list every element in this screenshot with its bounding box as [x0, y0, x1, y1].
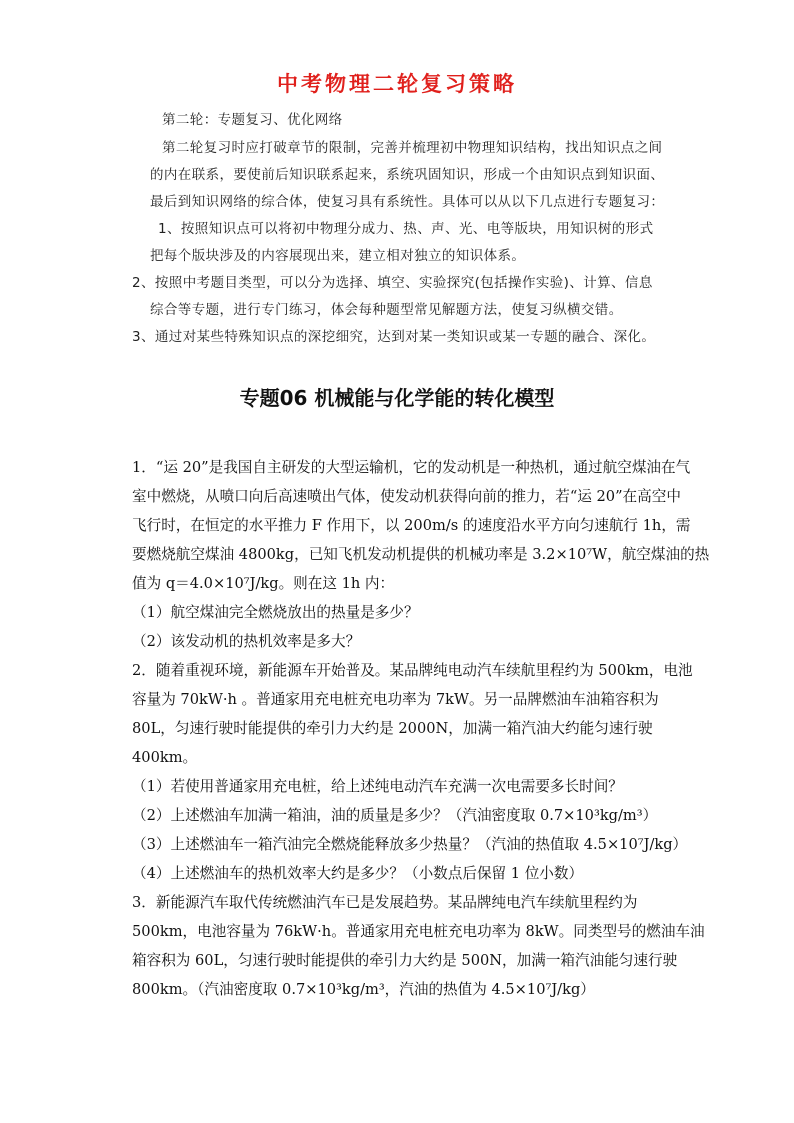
question-1-line: 飞行时，在恒定的水平推力 F 作用下，以 200m/s 的速度沿水平方向匀速航行 1h，需 [132, 517, 691, 534]
question-2-line: 2．随着重视环境，新能源车开始普及。某品牌纯电动汽车续航里程约为 500km，电池 [132, 662, 693, 679]
topic-title: 专题06 机械能与化学能的转化模型 [239, 386, 555, 410]
question-3-line: 800km。（汽油密度取 0.7×10³kg/m³，汽油的热值为 4.5×10⁷J/kg） [132, 981, 595, 998]
question-2-sub-2: （2）上述燃油车加满一箱油，油的质量是多少？（汽油密度取 0.7×10³kg/m³） [132, 807, 658, 824]
question-3-line: 3．新能源汽车取代传统燃油汽车已是发展趋势。某品牌纯电汽车续航里程约为 [132, 894, 638, 911]
intro-point-3: 3、通过对某些特殊知识点的深挖细究，达到对某一类知识或某一专题的融合、深化。 [132, 329, 656, 345]
intro-line: 最后到知识网络的综合体，使复习具有系统性。具体可以从以下几点进行专题复习： [150, 194, 665, 210]
intro-line: 的内在联系，要使前后知识联系起来，系统巩固知识，形成一个由知识点到知识面、 [150, 167, 665, 183]
intro-point-1: 1、按照知识点可以将初中物理分成力、热、声、光、电等版块，用知识树的形式 [158, 221, 654, 237]
question-2-sub-3: （3）上述燃油车一箱汽油完全燃烧能释放多少热量？（汽油的热值取 4.5×10⁷J/kg） [132, 836, 688, 853]
main-title: 中考物理二轮复习策略 [277, 71, 517, 96]
intro-line: 综合等专题，进行专门练习，体会每种题型常见解题方法，使复习纵横交错。 [150, 302, 623, 318]
question-2-line: 80L，匀速行驶时能提供的牵引力大约是 2000N，加满一箱汽油大约能匀速行驶 [132, 720, 653, 737]
question-3-line: 500km，电池容量为 76kW·h。普通家用充电桩充电功率为 8kW。同类型号的燃油车油 [132, 923, 705, 940]
question-2-sub-4: （4）上述燃油车的热机效率大约是多少？（小数点后保留 1 位小数） [132, 865, 584, 882]
question-2-line: 400km。 [132, 749, 198, 766]
intro-subtitle: 第二轮：专题复习、优化网络 [162, 112, 343, 128]
intro-line: 第二轮复习时应打破章节的限制，完善并梳理初中物理知识结构，找出知识点之间 [162, 140, 663, 156]
question-2-line: 容量为 70kW·h 。普通家用充电桩充电功率为 7kW。另一品牌燃油车油箱容积为 [132, 691, 659, 708]
question-3-line: 箱容积为 60L，匀速行驶时能提供的牵引力大约是 500N，加满一箱汽油能匀速行驶 [132, 952, 678, 969]
question-1-sub-2: （2）该发动机的热机效率是多大？ [132, 633, 361, 650]
intro-line: 把每个版块涉及的内容展现出来，建立相对独立的知识体系。 [150, 248, 526, 264]
question-2-sub-1: （1）若使用普通家用充电桩，给上述纯电动汽车充满一次电需要多长时间？ [132, 778, 623, 795]
question-1-line: 值为 q＝4.0×10⁷J/kg。则在这 1h 内： [132, 575, 395, 592]
question-1-sub-1: （1）航空煤油完全燃烧放出的热量是多少？ [132, 604, 419, 621]
question-1-line: 室中燃烧，从喷口向后高速喷出气体，使发动机获得向前的推力，若“运 20”在高空中 [132, 488, 681, 505]
question-1-line: 要燃烧航空煤油 4800kg，已知飞机发动机提供的机械功率是 3.2×10⁷W，航空煤油的热 [132, 546, 710, 563]
question-1-line: 1．“运 20”是我国自主研发的大型运输机，它的发动机是一种热机，通过航空煤油在气 [132, 459, 691, 476]
intro-point-2: 2、按照中考题目类型，可以分为选择、填空、实验探究(包括操作实验)、计算、信息 [132, 275, 653, 291]
